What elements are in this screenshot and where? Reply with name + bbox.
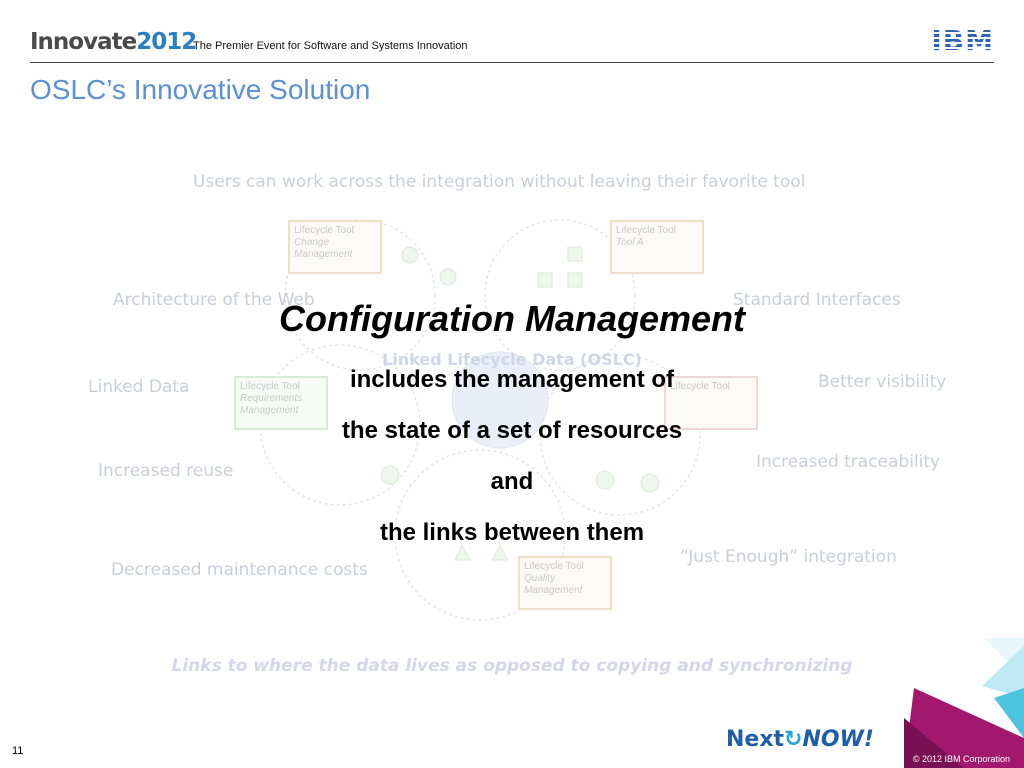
bottom-note: Links to where the data lives as opposed to copying and synchronizing	[171, 656, 853, 676]
bg-text-just-enough: “Just Enough” integration	[680, 547, 897, 567]
logo-year-text: 2012	[136, 29, 197, 55]
diagram-center-label: Linked Lifecycle Data (OSLC)	[382, 350, 642, 369]
next-now-logo	[726, 727, 874, 752]
lifecycle-box-quality: Lifecycle Tool Quality Management	[518, 556, 612, 610]
lifecycle-box-unnamed: Lifecycle Tool	[664, 376, 758, 430]
ibm-logo: IBM	[931, 24, 994, 57]
overlay-line-1: includes the management of	[349, 366, 675, 393]
innovate-logo	[30, 29, 196, 55]
slide-header	[30, 24, 994, 63]
bg-text-increased-reuse: Increased reuse	[98, 461, 234, 481]
bg-text-increased-traceability: Increased traceability	[756, 452, 941, 472]
overlay-line-3: and	[490, 468, 534, 495]
next-now-arrow-icon: ↻	[784, 727, 803, 752]
corner-decoration	[904, 638, 1024, 768]
lifecycle-box-change-management: Lifecycle Tool Change Management	[288, 220, 382, 274]
brand-next-text: Next	[726, 727, 785, 752]
bg-text-architecture: Architecture of the Web	[113, 290, 315, 310]
bg-text-decreased-costs: Decreased maintenance costs	[111, 560, 368, 580]
lifecycle-box-requirements: Lifecycle Tool Requirements Management	[234, 376, 328, 430]
logo-main-text: Innovate	[30, 29, 137, 55]
brand-now-text: NOW!	[802, 727, 874, 752]
overlay-line-4: the links between them	[379, 519, 645, 546]
lifecycle-box-tool-a: Lifecycle Tool Tool A	[610, 220, 704, 274]
slide-title: OSLC’s Innovative Solution	[30, 74, 371, 105]
bg-text-linked-data: Linked Data	[88, 377, 190, 397]
bg-text-better-visibility: Better visibility	[818, 372, 947, 392]
bg-text-top: Users can work across the integration without leaving their favorite tool	[193, 172, 806, 192]
configuration-management-heading: Configuration Management	[279, 298, 745, 339]
event-tagline: The Premier Event for Software and Systems Innovation	[193, 40, 468, 52]
overlay-line-2: the state of a set of resources	[341, 417, 683, 444]
page-number: 11	[12, 745, 24, 757]
bg-text-standard-interfaces: Standard Interfaces	[733, 290, 901, 310]
copyright: © 2012 IBM Corporation	[912, 754, 1010, 764]
